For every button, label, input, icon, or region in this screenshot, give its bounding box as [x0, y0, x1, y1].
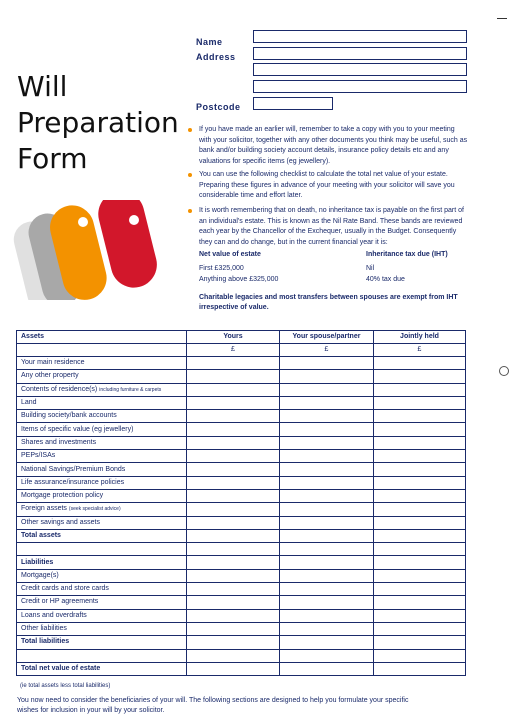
row-label [17, 543, 187, 556]
cell-spouse[interactable] [280, 436, 374, 449]
row-label [17, 569, 187, 582]
row-label-text: Shares and investments [21, 438, 97, 446]
row-label [17, 503, 187, 516]
title-line-3: Form [17, 142, 88, 175]
row-label-text: Land [21, 399, 37, 407]
cell-joint[interactable] [374, 383, 466, 396]
cell-spouse[interactable] [280, 450, 374, 463]
cell-yours[interactable] [187, 649, 280, 662]
table-row [17, 396, 466, 409]
cell-spouse[interactable] [280, 662, 374, 675]
footer-text-2: wishes for inclusion in your will by your solicitor. [17, 707, 165, 714]
address-field-line-2[interactable] [253, 63, 467, 76]
anchor-icon [499, 366, 509, 376]
address-field-line-1[interactable] [253, 47, 467, 60]
cell-yours[interactable] [187, 609, 280, 622]
row-label-text: PEPs/ISAs [21, 452, 56, 460]
row-label [17, 463, 187, 476]
table-row [17, 596, 466, 609]
assets-table [16, 330, 466, 676]
cell-joint[interactable] [374, 476, 466, 489]
row-label-text: Total net value of estate [21, 664, 101, 672]
cell-joint[interactable] [374, 543, 466, 556]
cell-joint[interactable] [374, 503, 466, 516]
table-footnote: (ie total assets less total liabilities) [20, 683, 111, 689]
postcode-label: Postcode [196, 102, 241, 112]
table-row [17, 636, 466, 649]
cell-spouse[interactable] [280, 476, 374, 489]
cell-joint[interactable] [374, 423, 466, 436]
cell-yours[interactable] [187, 463, 280, 476]
currency-row [17, 344, 466, 357]
address-field-line-3[interactable] [253, 80, 467, 93]
row-label-text: Items of specific value (eg jewellery) [21, 425, 134, 433]
cell-joint[interactable] [374, 622, 466, 635]
bullet-text-2: You can use the following checklist to calculate the total net value of your estate. Preparing these figures in advance of your meeting with your solicitor will save you considerable time and effort later. [199, 171, 455, 200]
cell-spouse[interactable] [280, 622, 374, 635]
row-label-text: Credit cards and store cards [21, 585, 109, 593]
title-line-2: Preparation [17, 106, 179, 139]
row-label [17, 476, 187, 489]
cell-joint[interactable] [374, 489, 466, 502]
cell-yours[interactable] [187, 596, 280, 609]
cell-joint[interactable] [374, 529, 466, 542]
table-row [17, 450, 466, 463]
row-label-note: including furniture & carpets [99, 386, 162, 393]
cell-joint[interactable] [374, 609, 466, 622]
cell-spouse[interactable] [280, 596, 374, 609]
row-label-text: Loans and overdrafts [21, 611, 87, 619]
cell-yours[interactable] [187, 503, 280, 516]
title-line-1: Will [17, 70, 68, 103]
logo [8, 200, 170, 300]
header-joint: Jointly held [374, 331, 466, 344]
table-row [17, 423, 466, 436]
table-row [17, 370, 466, 383]
row-label-text: Other savings and assets [21, 518, 100, 526]
cell-joint[interactable] [374, 662, 466, 675]
currency-yours: £ [187, 344, 280, 357]
cell-joint[interactable] [374, 596, 466, 609]
row-label [17, 636, 187, 649]
iht-row-1-tax: Nil [366, 265, 375, 272]
cell-yours[interactable] [187, 450, 280, 463]
row-label [17, 622, 187, 635]
table-row [17, 662, 466, 675]
cell-yours[interactable] [187, 543, 280, 556]
row-label [17, 423, 187, 436]
bullet-text-1: If you have made an earlier will, remember to take a copy with you to your meeting with your solicitor, together with any other documents you think may be useful, such as bank and/or building society account details, insurance policy details etc and any valuations for specific items (eg jewellery). [199, 126, 468, 165]
row-label-text: Total liabilities [21, 638, 70, 646]
cell-yours[interactable] [187, 410, 280, 423]
cell-yours[interactable] [187, 622, 280, 635]
cell-spouse[interactable] [280, 529, 374, 542]
bullet-icon [188, 209, 192, 213]
table-row [17, 410, 466, 423]
cell-yours[interactable] [187, 423, 280, 436]
row-label-text: Total assets [21, 532, 61, 539]
table-row [17, 622, 466, 635]
cell-spouse[interactable] [280, 649, 374, 662]
cell-spouse[interactable] [280, 463, 374, 476]
table-row [17, 383, 466, 396]
cell-spouse[interactable] [280, 423, 374, 436]
row-label [17, 450, 187, 463]
cell-spouse[interactable] [280, 569, 374, 582]
row-label [17, 556, 187, 569]
row-label [17, 583, 187, 596]
table-row [17, 463, 466, 476]
table-row [17, 556, 466, 569]
cell-yours[interactable] [187, 529, 280, 542]
table-row [17, 503, 466, 516]
cell-yours[interactable] [187, 662, 280, 675]
cell-joint[interactable] [374, 410, 466, 423]
header-yours: Yours [187, 331, 280, 344]
cell-yours[interactable] [187, 370, 280, 383]
table-row [17, 516, 466, 529]
cell-yours[interactable] [187, 476, 280, 489]
cell-joint[interactable] [374, 569, 466, 582]
cell-yours[interactable] [187, 516, 280, 529]
table-row [17, 529, 466, 542]
cell-joint[interactable] [374, 556, 466, 569]
cell-joint[interactable] [374, 583, 466, 596]
postcode-field[interactable] [253, 97, 333, 110]
row-label [17, 596, 187, 609]
row-label-note: (seek specialist advice) [68, 506, 121, 513]
cell-yours[interactable] [187, 396, 280, 409]
iht-exempt-note: Charitable legacies and most transfers between spouses are exempt from IHT irrespective of value. [199, 294, 458, 311]
bullet-icon [188, 128, 192, 132]
cell-joint[interactable] [374, 357, 466, 370]
iht-row-2-tax: 40% tax due [366, 276, 405, 283]
header-assets: Assets [17, 331, 187, 344]
row-label-text: Credit or HP agreements [21, 598, 99, 606]
table-header-row [17, 331, 466, 344]
table-row [17, 569, 466, 582]
row-label-text: Mortgage protection policy [21, 492, 104, 500]
iht-row-2-value: Anything above £325,000 [199, 276, 279, 283]
cell-spouse[interactable] [280, 503, 374, 516]
row-label-text: Your main residence [21, 359, 85, 367]
row-label-text: Other liabilities [21, 625, 67, 633]
cell-spouse[interactable] [280, 410, 374, 423]
row-label-text: Foreign assets [21, 505, 67, 513]
cell-spouse[interactable] [280, 609, 374, 622]
cell-yours[interactable] [187, 383, 280, 396]
cell-yours[interactable] [187, 489, 280, 502]
bullet-icon [188, 173, 192, 177]
cell-yours[interactable] [187, 436, 280, 449]
cell-spouse[interactable] [280, 543, 374, 556]
cell-joint[interactable] [374, 370, 466, 383]
cell-joint[interactable] [374, 516, 466, 529]
cell-spouse[interactable] [280, 636, 374, 649]
iht-col2-header: Inheritance tax due (IHT) [366, 251, 448, 258]
row-label [17, 489, 187, 502]
cell-yours[interactable] [187, 583, 280, 596]
cell-yours[interactable] [187, 357, 280, 370]
row-label [17, 529, 187, 542]
table-row [17, 357, 466, 370]
row-label-text: National Savings/Premium Bonds [21, 465, 126, 473]
cell-yours[interactable] [187, 636, 280, 649]
row-label [17, 609, 187, 622]
row-label [17, 662, 187, 675]
page-edge-mark [497, 18, 507, 19]
table-row [17, 476, 466, 489]
cell-joint[interactable] [374, 450, 466, 463]
cell-spouse[interactable] [280, 489, 374, 502]
address-label: Address [196, 52, 236, 62]
iht-row-1-value: First £325,000 [199, 265, 244, 272]
row-label-text: Contents of residence(s) [21, 385, 98, 393]
footer-text: You now need to consider the beneficiaries of your will. The following sections are designed to help you formulate your specific [17, 697, 409, 704]
cell-spouse[interactable] [280, 396, 374, 409]
name-label: Name [196, 37, 223, 47]
row-label [17, 396, 187, 409]
currency-spouse: £ [280, 344, 374, 357]
cell-spouse[interactable] [280, 383, 374, 396]
row-label [17, 516, 187, 529]
row-label [17, 370, 187, 383]
table-row [17, 489, 466, 502]
table-row [17, 649, 466, 662]
row-label-text: Any other property [21, 372, 79, 380]
cell-joint[interactable] [374, 436, 466, 449]
row-label-text: Liabilities [21, 558, 54, 566]
cell-spouse[interactable] [280, 583, 374, 596]
table-row [17, 583, 466, 596]
row-label [17, 357, 187, 370]
cell-yours[interactable] [187, 569, 280, 582]
row-label [17, 436, 187, 449]
cell-yours[interactable] [187, 556, 280, 569]
cell-spouse[interactable] [280, 516, 374, 529]
table-row [17, 543, 466, 556]
header-spouse: Your spouse/partner [280, 331, 374, 344]
iht-col1-header: Net value of estate [199, 251, 261, 258]
table-row [17, 609, 466, 622]
cell-joint[interactable] [374, 636, 466, 649]
bullet-text-3: It is worth remembering that on death, no inheritance tax is payable on the first part of an individual's estate. This is known as the Nil Rate Band. These bands are reviewed each year by the Chancellor of the Exchequer, usually in the Budget. Consequently they can and do change, but in the current financial year it is: [199, 207, 464, 246]
cell-spouse[interactable] [280, 370, 374, 383]
name-field[interactable] [253, 30, 467, 43]
table-row [17, 436, 466, 449]
cell-joint[interactable] [374, 463, 466, 476]
row-label [17, 649, 187, 662]
cell-joint[interactable] [374, 396, 466, 409]
cell-spouse[interactable] [280, 556, 374, 569]
row-label [17, 383, 187, 396]
cell-spouse[interactable] [280, 357, 374, 370]
row-label [17, 410, 187, 423]
currency-joint: £ [374, 344, 466, 357]
cell-joint[interactable] [374, 649, 466, 662]
row-label-text: Mortgage(s) [21, 571, 59, 579]
row-label-text: Building society/bank accounts [21, 412, 117, 420]
row-label-text: Life assurance/insurance policies [21, 478, 125, 486]
